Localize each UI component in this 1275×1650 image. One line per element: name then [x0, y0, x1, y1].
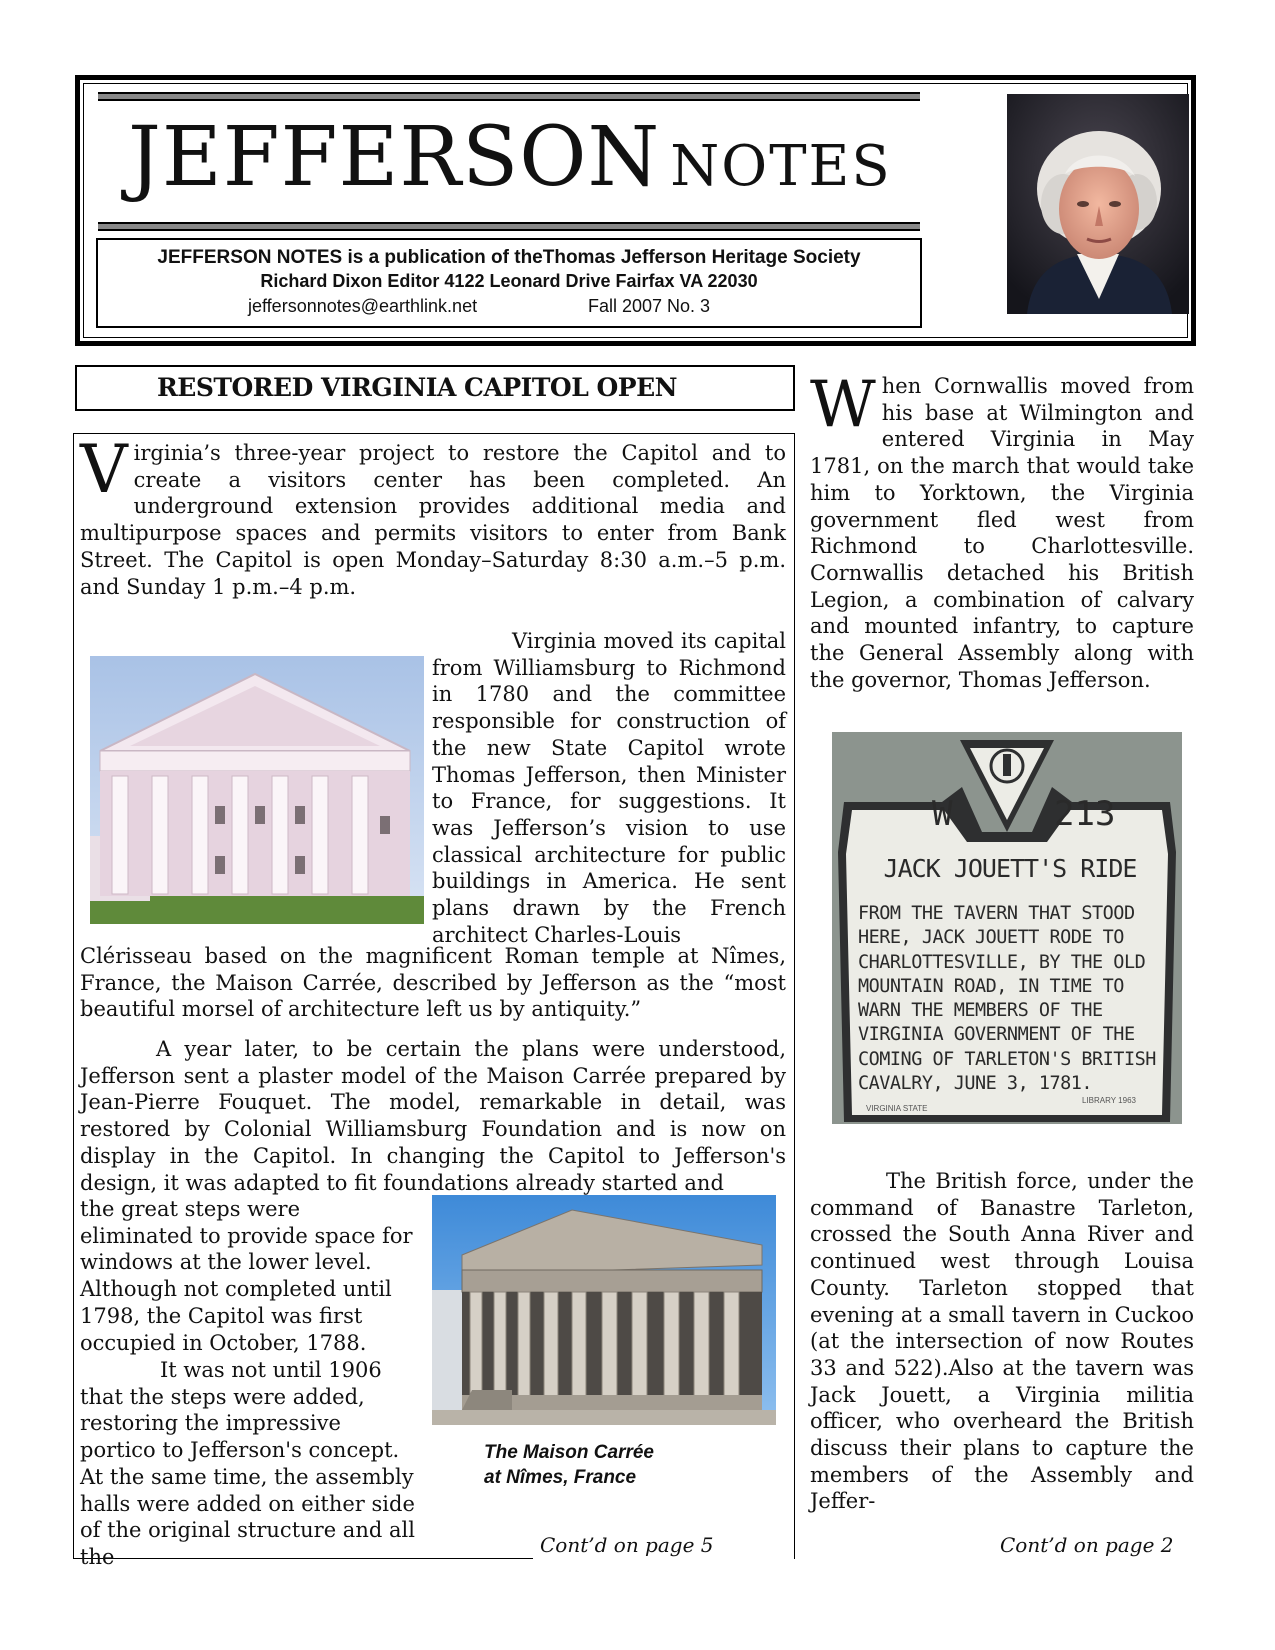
title-sub: NOTES — [670, 134, 892, 199]
newsletter-title — [128, 110, 892, 205]
marker-line: HERE, JACK JOUETT RODE TO — [858, 927, 1124, 949]
left-paragraph-2-continued: Clérisseau based on the magnificent Roman temple at Nîmes, France, the Maison Carrée, described by Jefferson as the “most beautiful morsel of architecture left us by antiquity.” — [80, 944, 786, 1022]
left-paragraph-1-text: irginia’s three-year project to restore the Capitol and to create a visitors center has been completed. An underground extension provides additional media and multipurpose spaces and permits visitors to enter from Bank Street. The Capitol is open Monday–Saturday 8:30 a.m.–5 p.m. and Sunday 1 p.m.–4 p.m. — [80, 441, 786, 599]
marker-line: MOUNTAIN ROAD, IN TIME TO — [858, 975, 1124, 997]
right-paragraph-1 — [810, 368, 1194, 693]
jefferson-portrait-image — [1007, 94, 1189, 314]
portrait-illustration — [1007, 94, 1189, 314]
marker-line: FROM THE TAVERN THAT STOOD — [858, 903, 1135, 924]
capitol-illustration — [90, 656, 424, 924]
maison-carree-image — [432, 1195, 776, 1425]
marker-code: W — [932, 794, 953, 834]
caption-line-2: at Nîmes, France — [484, 1467, 637, 1488]
marker-line: CHARLOTTESVILLE, BY THE OLD — [858, 951, 1146, 973]
maison-carree-illustration — [432, 1195, 776, 1425]
bottom-rule — [98, 222, 920, 231]
right-dropcap: W — [810, 368, 876, 442]
virginia-capitol-image — [90, 656, 424, 924]
marker-number: 213 — [1054, 794, 1116, 834]
publication-info-box — [96, 238, 922, 328]
marker-line: VIRGINIA GOVERNMENT OF THE — [858, 1024, 1135, 1046]
left-paragraph-4: It was not until 1906 that the steps were added, restoring the impressive portico to Jefferson's concept. At the same time, the assembly halls were added on either side of the original structure and all the — [80, 1358, 415, 1569]
issue-label: Fall 2007 No. 3 — [588, 296, 711, 316]
left-dropcap: V — [80, 431, 128, 508]
publication-line: JEFFERSON NOTES is a publication of theThomas Jefferson Heritage Society — [157, 247, 861, 268]
left-paragraph-2: Virginia moved its capital from Williamsburg to Richmond in 1780 and the committee responsible for construction of the new State Capitol wrote Thomas Jefferson, then Minister to France, for suggestions. It was Jefferson’s vision to use classical architecture for public buildings in America. He sent plans drawn by the French architect Charles-Louis — [432, 629, 786, 947]
marker-line: WARN THE MEMBERS OF THE — [858, 1000, 1103, 1022]
left-paragraph-1 — [80, 431, 786, 600]
marker-line: CAVALRY, JUNE 3, 1781. — [858, 1073, 1093, 1095]
title-main: JEFFERSON — [128, 110, 661, 205]
left-paragraph-3: A year later, to be certain the plans were understood, Jefferson sent a plaster model of the Maison Carrée prepared by Jean-Pierre Fouquet. The model, remarkable in detail, was restored by Colonial Williamsburg Foundation and is now on display in the Capitol. In changing the Capitol to Jefferson's design, it was adapted to fit foundations already started and — [80, 1037, 786, 1195]
masthead — [75, 75, 1196, 346]
top-rule — [98, 92, 920, 101]
marker-text — [858, 902, 1162, 1096]
email-address: jeffersonnotes@earthlink.net — [248, 296, 478, 316]
editor-line: Richard Dixon Editor 4122 Leonard Drive Fairfax VA 22030 — [260, 271, 758, 291]
article-headline: RESTORED VIRGINIA CAPITOL OPEN — [75, 365, 795, 411]
maison-carree-caption — [484, 1440, 654, 1490]
marker-line: COMING OF TARLETON'S BRITISH — [858, 1048, 1156, 1070]
marker-footer-right: LIBRARY 1963 — [1082, 1096, 1136, 1105]
left-continued-notice: Cont’d on page 5 — [540, 1533, 714, 1557]
right-paragraph-1-text: hen Cornwallis moved from his base at Wilmington and entered Virginia in May 1781, on the march that would take him to Yorktown, the Virginia government fled west from Richmond to Charlottesville. Cornwallis detached his British Legion, a combination of calvary and mounted infantry, to capture the General Assembly along with the governor, Thomas Jefferson. — [810, 374, 1194, 692]
right-continued-notice: Cont’d on page 2 — [1000, 1533, 1174, 1557]
marker-title: JACK JOUETT'S RIDE — [883, 854, 1137, 883]
left-paragraph-3-continued: the great steps were eliminated to provide space for windows at the lower level. Although not completed until 1798, the Capitol was first occupied in October, 1788. — [80, 1197, 413, 1355]
masthead-inner-border — [83, 83, 1188, 338]
right-paragraph-2: The British force, under the command of Banastre Tarleton, crossed the South Anna River and continued west through Louisa County. Tarleton stopped that evening at a small tavern in Cuckoo (at the intersection of now Routes 33 and 522).Also at the tavern was Jack Jouett, a Virginia militia officer, who overheard the British discuss their plans to capture the members of the Assembly and Jeffer- — [810, 1169, 1194, 1514]
marker-footer-left: VIRGINIA STATE — [866, 1104, 928, 1113]
caption-line-1: The Maison Carrée — [484, 1442, 654, 1463]
historical-marker-image — [832, 732, 1182, 1124]
